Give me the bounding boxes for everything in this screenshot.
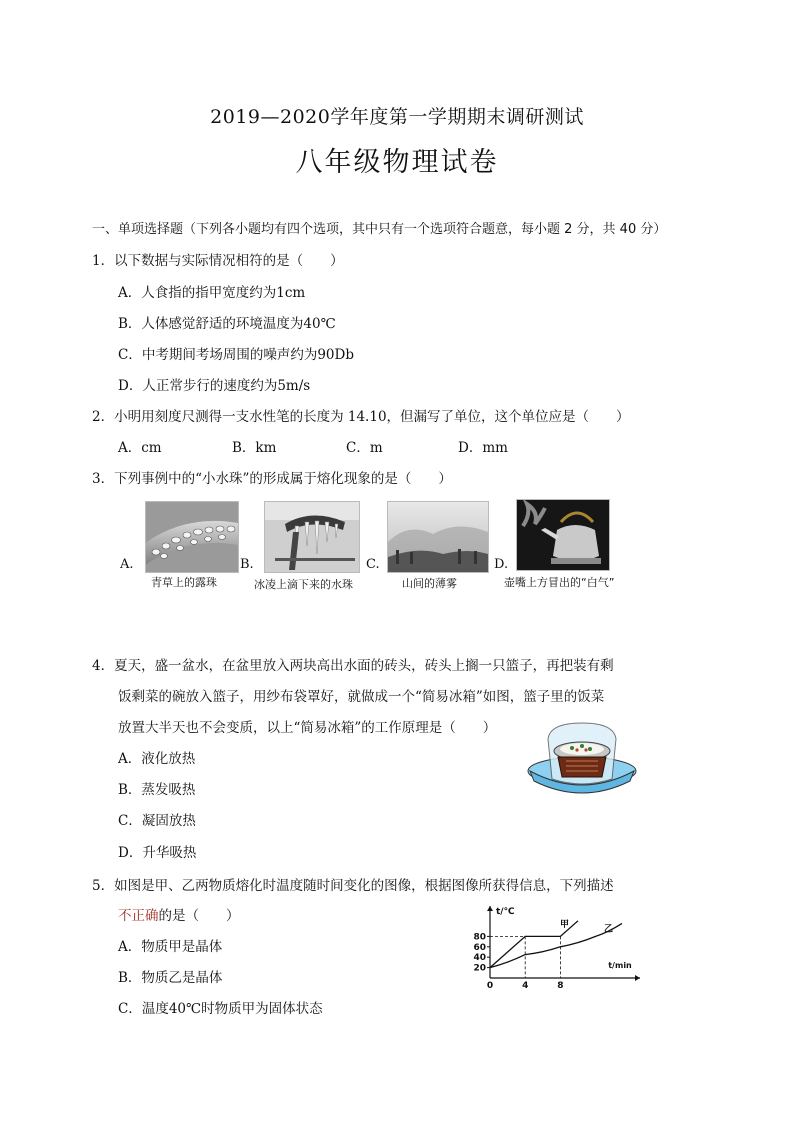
photo-mountain-mist <box>387 501 489 573</box>
q5-option-b: B．物质乙是晶体 <box>118 970 223 986</box>
q3-label-a: A. <box>120 557 134 572</box>
q4-option-c: C．凝固放热 <box>118 813 196 829</box>
q1-stem: 1．以下数据与实际情况相符的是（ ） <box>92 253 344 269</box>
q4-stem-line-1: 4．夏天，盛一盆水，在盆里放入两块高出水面的砖头，砖头上搁一只篮子，再把装有剩 <box>92 658 614 674</box>
y-tick-label-3: 80 <box>473 932 486 943</box>
q4-stem-line-3: 放置大半天也不会变质，以上“简易冰箱”的工作原理是（ ） <box>118 720 497 736</box>
q4-option-b: B．蒸发吸热 <box>118 782 196 798</box>
q3-caption-b: 冰凌上滴下来的水珠 <box>254 578 353 591</box>
simple-fridge-illustration <box>526 719 638 799</box>
q2-option-a: A．cm <box>118 440 162 456</box>
photo-dew-drops <box>145 501 239 573</box>
series-label-0: 甲 <box>560 919 570 930</box>
q2-option-c: C．m <box>346 440 383 456</box>
q3-caption-c: 山间的薄雾 <box>402 577 457 590</box>
q1-option-c: C．中考期间考场周围的噪声约为90Db <box>118 347 354 363</box>
photo-icicles <box>264 501 360 573</box>
q3-label-d: D. <box>494 557 509 572</box>
q2-option-d: D．mm <box>458 440 508 456</box>
q5-option-c: C．温度40℃时物质甲为固体状态 <box>118 1001 323 1017</box>
q4-stem-line-2: 饭剩菜的碗放入篮子，用纱布袋罩好，就做成一个“简易冰箱”如图，篮子里的饭菜 <box>118 689 605 705</box>
y-tick-label-2: 60 <box>473 942 486 953</box>
q5-stem-line-1: 5．如图是甲、乙两物质熔化时温度随时间变化的图像，根据图像所获得信息，下列描述 <box>92 878 614 894</box>
y-axis-label: t/℃ <box>496 907 515 917</box>
q5-stem-rest: 的是（ ） <box>158 908 240 924</box>
q3-label-b: B. <box>240 557 254 572</box>
x-tick-label-1: 4 <box>522 981 529 990</box>
q5-option-a: A．物质甲是晶体 <box>118 939 223 955</box>
q1-option-b: B．人体感觉舒适的环境温度为40℃ <box>118 316 336 332</box>
q2-stem: 2．小明用刻度尺测得一支水性笔的长度为 14.10，但漏写了单位，这个单位应是（ ） <box>92 409 630 425</box>
q3-caption-a: 青草上的露珠 <box>151 576 217 589</box>
series-label-1: 乙 <box>604 924 614 935</box>
q2-option-b: B．km <box>232 440 277 456</box>
q5-stem-emphasis: 不正确 <box>118 908 159 924</box>
y-tick-label-0: 20 <box>473 963 486 974</box>
x-tick-label-0: 0 <box>486 981 494 990</box>
y-tick-label-1: 40 <box>473 953 486 964</box>
series-line-1 <box>490 923 622 967</box>
q4-option-d: D．升华吸热 <box>118 845 197 861</box>
exam-subtitle: 2019—2020学年度第一学期期末调研测试 <box>210 106 584 128</box>
q4-option-a: A．液化放热 <box>118 751 196 767</box>
q1-option-a: A．人食指的指甲宽度约为1cm <box>118 285 306 301</box>
y-axis-arrow <box>487 906 493 911</box>
melting-curve-chart <box>462 900 642 990</box>
photo-kettle-steam <box>516 499 610 571</box>
q3-caption-d: 壶嘴上方冒出的“白气” <box>504 576 615 589</box>
section-heading: 一、单项选择题（下列各小题均有四个选项，其中只有一个选项符合题意，每小题 2 分，共 40 分） <box>92 222 667 237</box>
q1-option-d: D．人正常步行的速度约为5m/s <box>118 378 311 394</box>
x-axis-arrow <box>635 975 640 981</box>
q3-stem: 3．下列事例中的“小水珠”的形成属于熔化现象的是（ ） <box>92 471 452 487</box>
exam-title: 八年级物理试卷 <box>295 147 499 178</box>
x-tick-label-2: 8 <box>557 981 564 990</box>
x-axis-label: t/min <box>608 961 632 970</box>
q5-stem-line-2 <box>118 904 240 924</box>
q3-label-c: C. <box>366 557 380 572</box>
